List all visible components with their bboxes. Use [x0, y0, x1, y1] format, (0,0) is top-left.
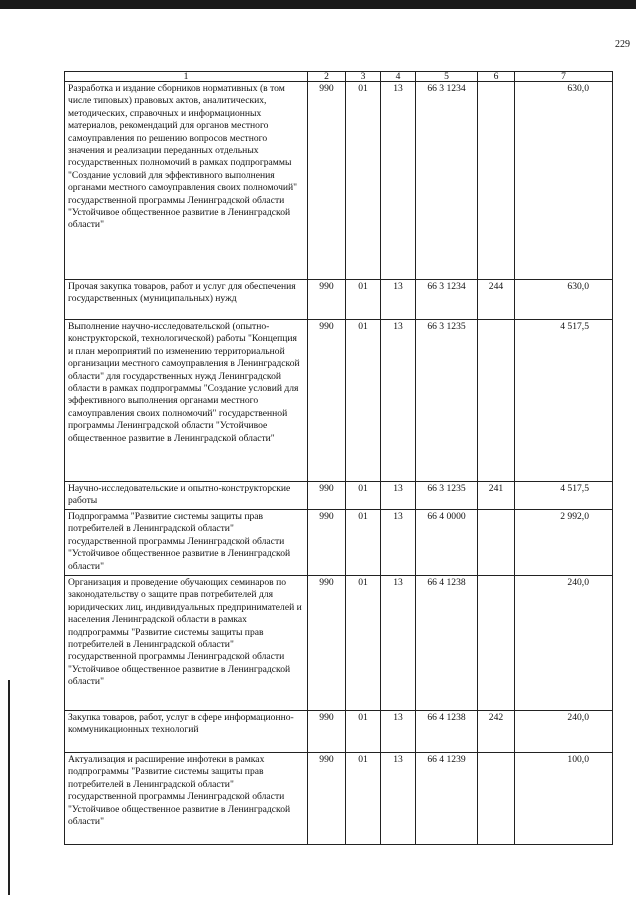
- cell-code: 990: [308, 482, 346, 510]
- row-description: Выполнение научно-исследовательской (опытно-конструкторской, технологической) работы "Концепция и план мероприятий по изменению территориальной организации местного самоуправления в Ленинградской области" для государственных нужд Ленинградской области в рамках подпрограммы "Создание условий для эффективного выполнения органами местного самоуправления своих полномочий" государственной программы Ленинградской области "Устойчивое общественное развитие в Ленинградской области": [65, 320, 308, 482]
- cell-code: 990: [308, 82, 346, 280]
- cell-section: 01: [346, 576, 381, 711]
- table-row: [65, 280, 613, 320]
- cell-expense-type: 242: [478, 711, 515, 753]
- cell-code: 990: [308, 320, 346, 482]
- table-row: [65, 482, 613, 510]
- table-row: [65, 711, 613, 753]
- cell-expense-type: 241: [478, 482, 515, 510]
- cell-amount: 630,0: [515, 280, 613, 320]
- column-header: 6: [478, 72, 515, 82]
- row-description: Организация и проведение обучающих семинаров по законодательству о защите прав потребителей для юридических лиц, индивидуальных предпринимателей и населения Ленинградской области в рамках подпрограммы "Развитие системы защиты прав потребителей в Ленинградской области" государственной программы Ленинградской области "Устойчивое общественное развитие в Ленинградской области": [65, 576, 308, 711]
- column-header: 7: [515, 72, 613, 82]
- cell-code: 990: [308, 753, 346, 845]
- cell-amount: 2 992,0: [515, 510, 613, 576]
- table-row: [65, 510, 613, 576]
- cell-subsection: 13: [381, 576, 416, 711]
- cell-amount: 630,0: [515, 82, 613, 280]
- table-row: [65, 753, 613, 845]
- row-description: Актуализация и расширение инфотеки в рамках подпрограммы "Развитие системы защиты прав потребителей в Ленинградской области" государственной программы Ленинградской области "Устойчивое общественное развитие в Ленинградской области": [65, 753, 308, 845]
- cell-code: 990: [308, 711, 346, 753]
- row-description: Разработка и издание сборников нормативных (в том числе типовых) правовых актов, аналитических, методических, справочных и информационных материалов, рекомендаций для органов местного самоуправления по решению вопросов местного значения и реализации переданных отдельных государственных полномочий в рамках подпрограммы "Создание условий для эффективного выполнения органами местного самоуправления своих полномочий" государственной программы Ленинградской области "Устойчивое общественное развитие в Ленинградской области": [65, 82, 308, 280]
- cell-amount: 100,0: [515, 753, 613, 845]
- row-description: Прочая закупка товаров, работ и услуг для обеспечения государственных (муниципальных) нужд: [65, 280, 308, 320]
- left-margin-mark: [8, 680, 10, 895]
- row-description: Закупка товаров, работ, услуг в сфере информационно-коммуникационных технологий: [65, 711, 308, 753]
- cell-expense-type: [478, 320, 515, 482]
- cell-code: 990: [308, 510, 346, 576]
- cell-expense-type: [478, 510, 515, 576]
- cell-target-article: 66 3 1234: [416, 280, 478, 320]
- column-header: 1: [65, 72, 308, 82]
- column-header: 3: [346, 72, 381, 82]
- cell-subsection: 13: [381, 711, 416, 753]
- cell-target-article: 66 3 1235: [416, 320, 478, 482]
- cell-target-article: 66 3 1235: [416, 482, 478, 510]
- column-number-row: [65, 72, 613, 82]
- cell-section: 01: [346, 482, 381, 510]
- table-row: [65, 320, 613, 482]
- cell-subsection: 13: [381, 280, 416, 320]
- cell-code: 990: [308, 576, 346, 711]
- cell-code: 990: [308, 280, 346, 320]
- cell-section: 01: [346, 711, 381, 753]
- cell-expense-type: 244: [478, 280, 515, 320]
- cell-amount: 4 517,5: [515, 320, 613, 482]
- cell-subsection: 13: [381, 482, 416, 510]
- page-number: 229: [615, 39, 630, 50]
- column-header: 5: [416, 72, 478, 82]
- column-header: 4: [381, 72, 416, 82]
- top-border-rule: [0, 0, 636, 9]
- cell-subsection: 13: [381, 510, 416, 576]
- cell-section: 01: [346, 753, 381, 845]
- cell-section: 01: [346, 510, 381, 576]
- table-row: [65, 82, 613, 280]
- cell-target-article: 66 4 0000: [416, 510, 478, 576]
- cell-target-article: 66 3 1234: [416, 82, 478, 280]
- cell-target-article: 66 4 1239: [416, 753, 478, 845]
- cell-subsection: 13: [381, 82, 416, 280]
- cell-expense-type: [478, 82, 515, 280]
- cell-subsection: 13: [381, 753, 416, 845]
- cell-subsection: 13: [381, 320, 416, 482]
- cell-amount: 240,0: [515, 711, 613, 753]
- table-row: [65, 576, 613, 711]
- column-header: 2: [308, 72, 346, 82]
- cell-section: 01: [346, 82, 381, 280]
- cell-expense-type: [478, 753, 515, 845]
- cell-target-article: 66 4 1238: [416, 576, 478, 711]
- budget-table: [64, 71, 613, 845]
- cell-amount: 240,0: [515, 576, 613, 711]
- cell-target-article: 66 4 1238: [416, 711, 478, 753]
- cell-section: 01: [346, 280, 381, 320]
- cell-expense-type: [478, 576, 515, 711]
- cell-amount: 4 517,5: [515, 482, 613, 510]
- cell-section: 01: [346, 320, 381, 482]
- row-description: Подпрограмма "Развитие системы защиты прав потребителей в Ленинградской области" государственной программы Ленинградской области "Устойчивое общественное развитие в Ленинградской области": [65, 510, 308, 576]
- row-description: Научно-исследовательские и опытно-конструкторские работы: [65, 482, 308, 510]
